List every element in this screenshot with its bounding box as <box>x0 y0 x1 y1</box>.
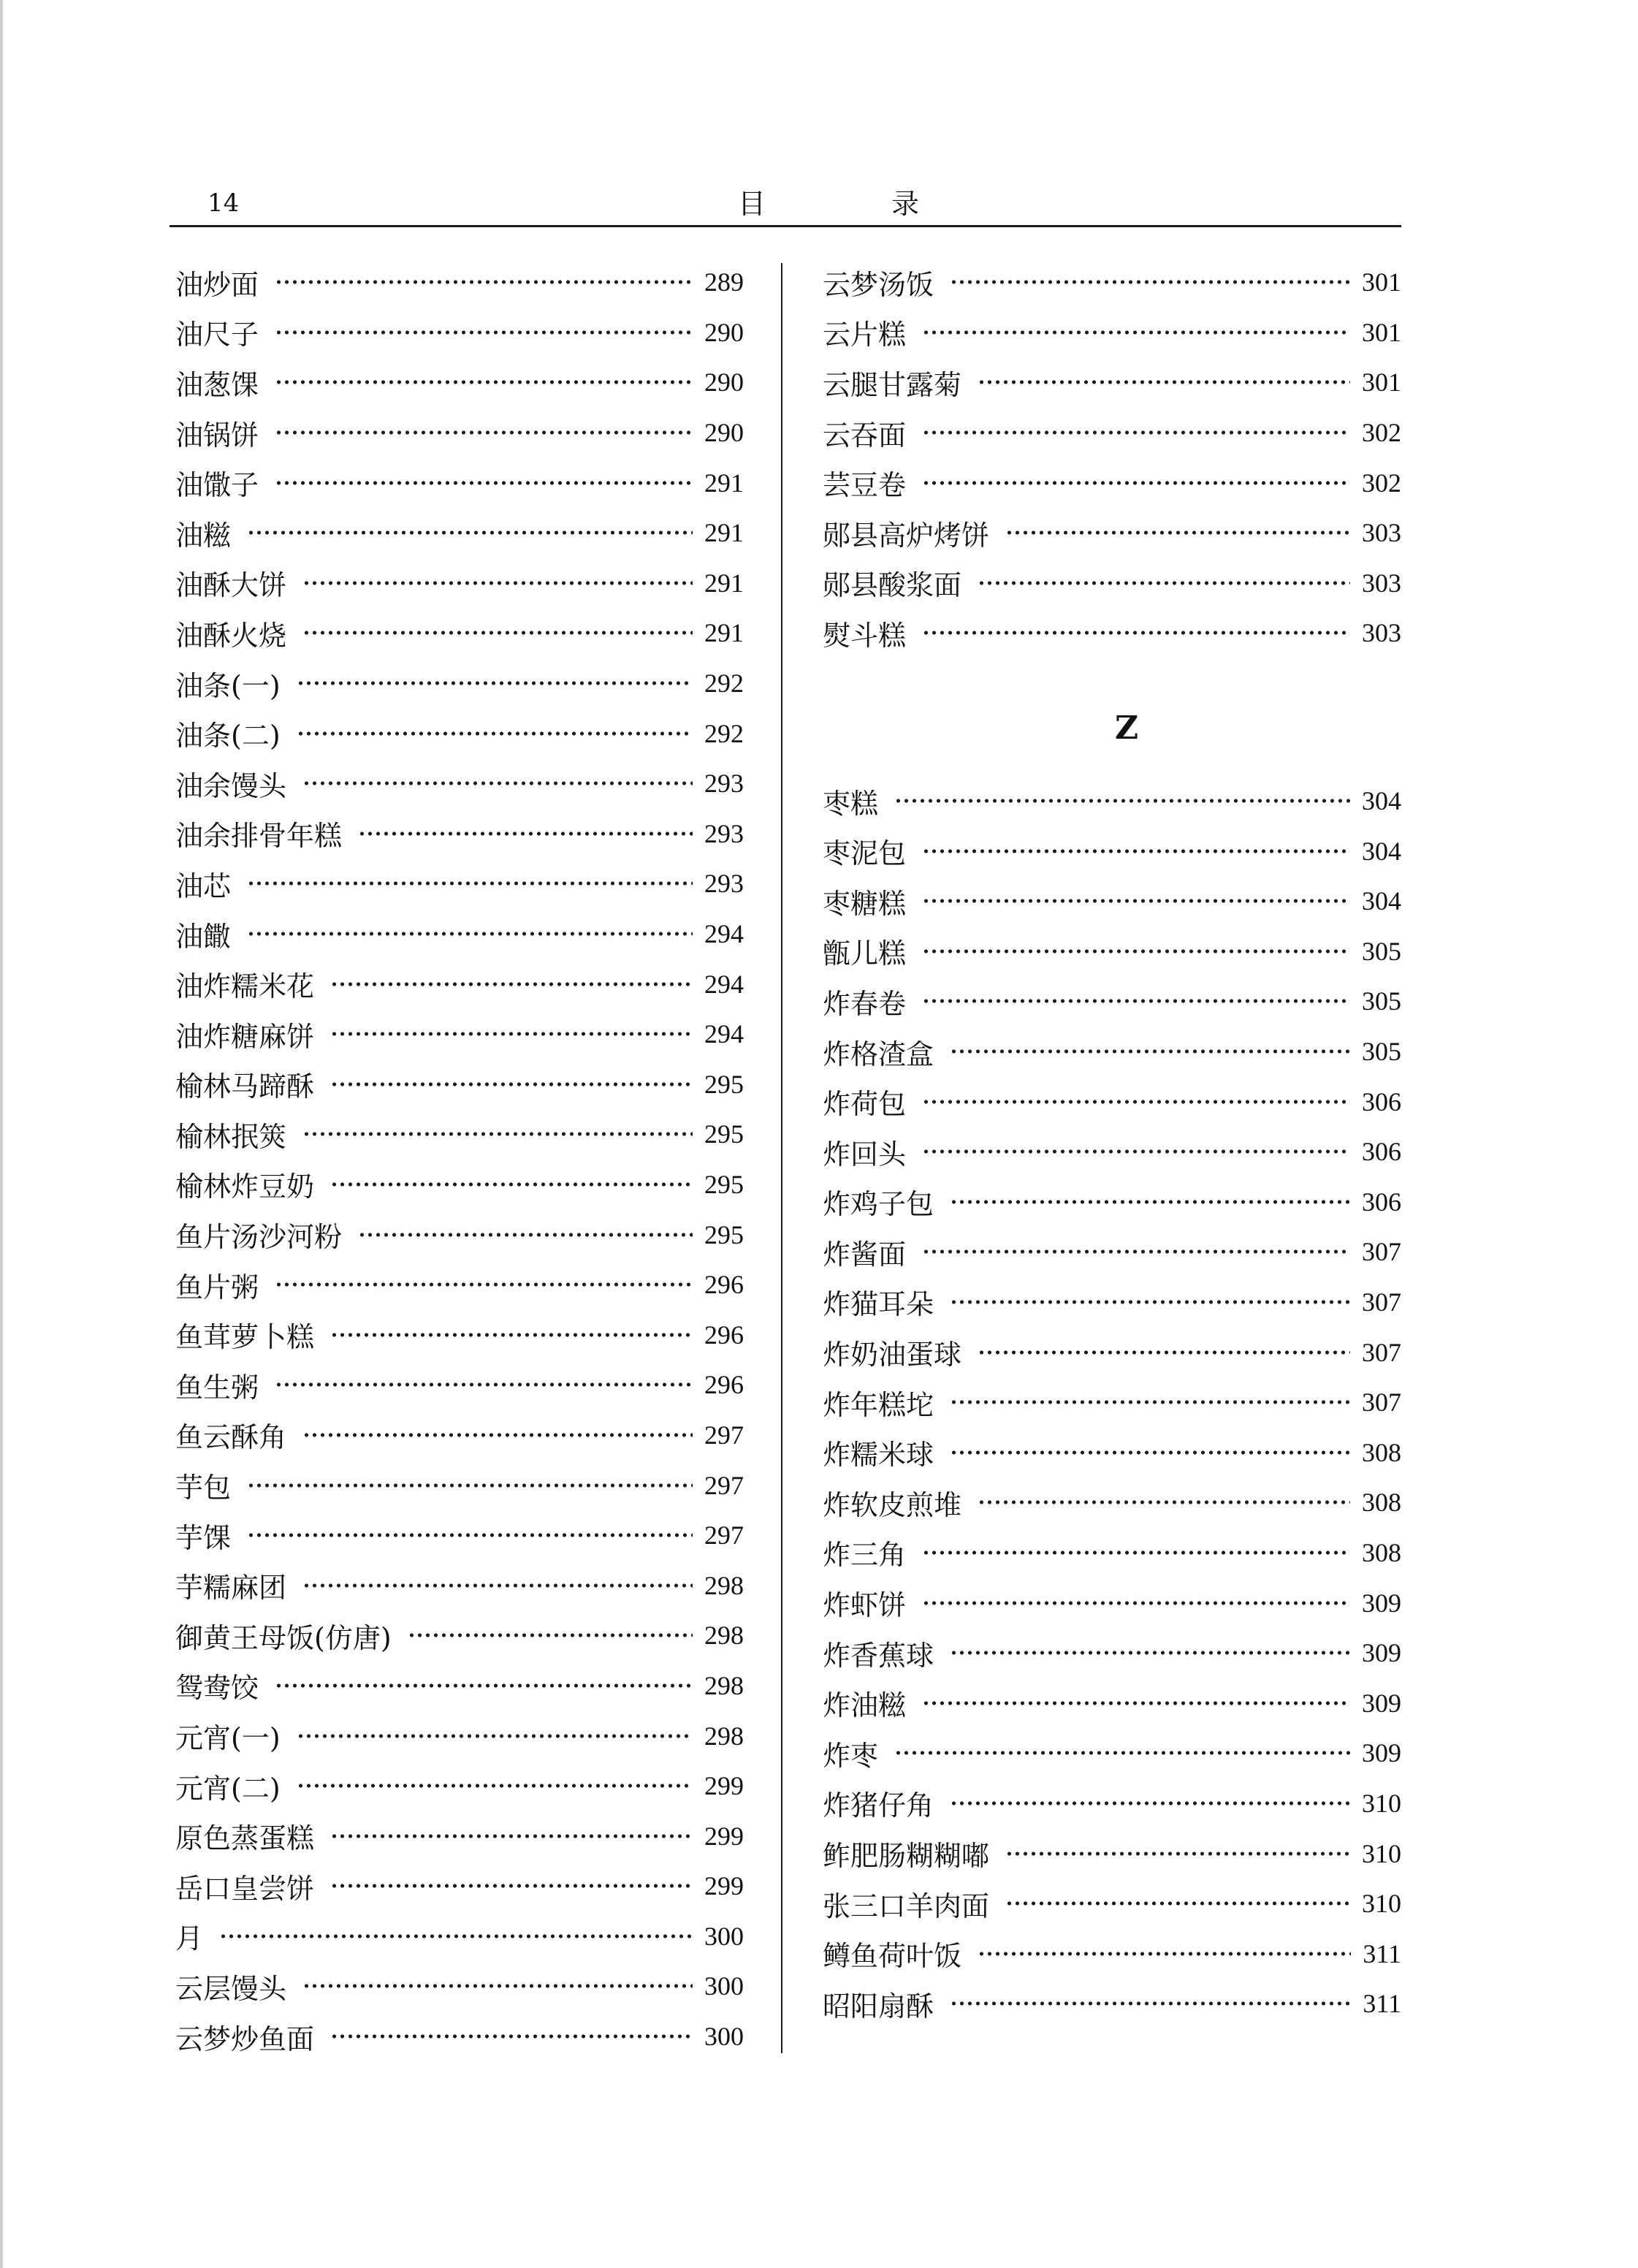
toc-entry-page: 290 <box>704 317 744 347</box>
dot-leader <box>297 1781 693 1791</box>
dot-leader <box>358 829 693 839</box>
toc-entry-title: 榆林抿筴 <box>175 1120 287 1153</box>
dot-leader <box>297 1731 693 1741</box>
dot-leader <box>275 377 693 387</box>
toc-entry-page: 306 <box>1362 1137 1401 1167</box>
toc-entry-title: 芋包 <box>175 1472 232 1504</box>
toc-entry <box>823 457 1401 508</box>
dot-leader <box>922 1097 1350 1107</box>
column-divider <box>781 263 782 2053</box>
toc-entry <box>823 1828 1401 1879</box>
toc-entry-title: 油余排骨年糕 <box>175 820 343 853</box>
toc-entry <box>175 758 744 809</box>
toc-entry <box>823 558 1401 609</box>
dot-leader <box>330 1831 693 1841</box>
toc-entry-page: 296 <box>704 1270 744 1300</box>
toc-entry-title: 油葱馃 <box>175 368 259 401</box>
toc-entry <box>175 1109 744 1160</box>
dot-leader <box>950 1798 1350 1808</box>
toc-entry <box>175 257 744 308</box>
toc-entry <box>175 1160 744 1210</box>
toc-entry-page: 295 <box>704 1219 744 1249</box>
toc-entry-page: 307 <box>1362 1337 1401 1367</box>
dot-leader <box>922 327 1350 338</box>
dot-leader <box>950 1197 1350 1207</box>
toc-left-column <box>175 257 744 2061</box>
toc-entry-title: 油芯 <box>175 869 232 902</box>
toc-entry-page: 301 <box>1362 267 1401 297</box>
toc-entry-page: 294 <box>704 919 744 949</box>
toc-entry-title: 芋馃 <box>175 1521 232 1554</box>
toc-entry-page: 301 <box>1362 317 1401 347</box>
dot-leader <box>219 1931 693 1941</box>
toc-entry-title: 御黄王母饭(仿唐) <box>175 1621 392 1654</box>
toc-entry-page: 305 <box>1362 936 1401 966</box>
dot-leader <box>302 1430 693 1440</box>
toc-entry-page: 290 <box>704 368 744 397</box>
toc-entry-page: 307 <box>1362 1388 1401 1418</box>
dot-leader <box>302 1580 693 1591</box>
dot-leader <box>247 878 693 888</box>
toc-entry-page: 309 <box>1362 1638 1401 1668</box>
toc-entry-title: 云梦炒鱼面 <box>175 2022 315 2055</box>
toc-entry <box>823 1728 1401 1778</box>
toc-entry-page: 310 <box>1362 1788 1401 1818</box>
dot-leader <box>894 1748 1350 1758</box>
dot-leader <box>978 1347 1350 1358</box>
dot-leader <box>978 377 1350 387</box>
section-gap <box>823 658 1401 681</box>
dot-leader <box>978 1497 1350 1507</box>
toc-entry <box>175 658 744 709</box>
dot-leader <box>275 427 693 438</box>
toc-entry-page: 305 <box>1362 986 1401 1016</box>
toc-entry-page: 309 <box>1362 1738 1401 1768</box>
dot-leader <box>302 1129 693 1139</box>
toc-entry <box>823 1076 1401 1127</box>
toc-entry <box>823 926 1401 977</box>
toc-entry-page: 304 <box>1362 786 1401 816</box>
toc-entry <box>175 859 744 909</box>
toc-entry <box>823 1678 1401 1728</box>
toc-entry-title: 炸软皮煎堆 <box>823 1488 962 1521</box>
dot-leader <box>247 528 693 538</box>
toc-entry-title: 枣糖糕 <box>823 887 907 920</box>
toc-entry <box>175 1209 744 1260</box>
dot-leader <box>894 796 1350 806</box>
toc-entry-title: 炸糯米球 <box>823 1439 934 1472</box>
toc-entry <box>823 1928 1401 1979</box>
dot-leader <box>950 277 1350 287</box>
running-title: 目 录 <box>738 188 978 220</box>
toc-entry <box>823 1778 1401 1829</box>
toc-entry-page: 297 <box>704 1420 744 1450</box>
toc-entry-page: 294 <box>704 1019 744 1049</box>
toc-entry <box>175 1911 744 1962</box>
toc-entry-title: 鳟鱼荷叶饭 <box>823 1940 962 1973</box>
toc-entry-title: 鱼生粥 <box>175 1371 259 1404</box>
dot-leader <box>297 728 693 739</box>
toc-entry-page: 297 <box>704 1521 744 1550</box>
dot-leader <box>922 1146 1350 1157</box>
dot-leader <box>922 946 1350 956</box>
toc-entry <box>823 1177 1401 1228</box>
toc-entry-page: 291 <box>704 468 744 498</box>
dot-leader <box>275 277 693 287</box>
section-letter-z: Z <box>1114 709 1139 747</box>
toc-entry-title: 油饊 <box>175 920 232 953</box>
dot-leader <box>922 1698 1350 1708</box>
dot-leader <box>247 929 693 939</box>
toc-entry-title: 元宵(一) <box>175 1722 281 1755</box>
toc-entry-title: 榆林马蹄酥 <box>175 1070 315 1103</box>
toc-entry-title: 郧县高炉烤饼 <box>823 519 990 552</box>
toc-entry <box>823 776 1401 826</box>
toc-entry <box>823 1227 1401 1277</box>
toc-entry-title: 鱼片粥 <box>175 1271 259 1304</box>
dot-leader <box>922 896 1350 906</box>
toc-entry-title: 油糍 <box>175 519 232 552</box>
dot-leader <box>950 1648 1350 1658</box>
toc-entry-title: 云腿甘露菊 <box>823 368 962 401</box>
toc-entry-page: 302 <box>1362 418 1401 448</box>
dot-leader <box>302 628 693 638</box>
dot-leader <box>330 1330 693 1340</box>
toc-entry-title: 云层馒头 <box>175 1972 287 2005</box>
toc-entry-page: 291 <box>704 568 744 598</box>
toc-entry-title: 炸虾饼 <box>823 1589 907 1622</box>
page-number: 14 <box>207 189 240 218</box>
dot-leader <box>275 1279 693 1290</box>
toc-entry <box>175 1410 744 1461</box>
toc-entry-title: 油条(一) <box>175 669 281 702</box>
toc-entry-title: 元宵(二) <box>175 1772 281 1805</box>
toc-entry <box>175 308 744 358</box>
toc-entry-title: 炸回头 <box>823 1138 907 1171</box>
toc-entry <box>175 959 744 1009</box>
toc-entry-title: 熨斗糕 <box>823 619 907 652</box>
dot-leader <box>330 1029 693 1039</box>
toc-entry-page: 295 <box>704 1069 744 1099</box>
toc-entry-page: 300 <box>704 1921 744 1951</box>
toc-entry <box>823 1628 1401 1678</box>
toc-entry <box>175 1059 744 1110</box>
toc-entry-page: 298 <box>704 1621 744 1651</box>
dot-leader <box>950 1447 1350 1458</box>
toc-entry <box>175 1811 744 1861</box>
toc-entry-title: 炸年糕坨 <box>823 1388 934 1421</box>
toc-entry-title: 炸奶油蛋球 <box>823 1339 962 1371</box>
toc-entry-page: 310 <box>1362 1889 1401 1919</box>
dot-leader <box>330 1179 693 1190</box>
toc-entry <box>823 1327 1401 1377</box>
dot-leader <box>922 1548 1350 1558</box>
toc-entry-title: 鱼片汤沙河粉 <box>175 1221 343 1254</box>
toc-entry-title: 鱼茸萝卜糕 <box>175 1321 315 1354</box>
toc-entry-page: 304 <box>1362 836 1401 866</box>
toc-entry-title: 榆林炸豆奶 <box>175 1171 315 1203</box>
toc-entry-title: 炸鸡子包 <box>823 1188 934 1221</box>
toc-entry-title: 原色蒸蛋糕 <box>175 1822 315 1855</box>
toc-entry <box>175 1309 744 1360</box>
toc-entry-title: 炸枣 <box>823 1739 879 1772</box>
toc-entry-page: 304 <box>1362 886 1401 916</box>
toc-entry-page: 299 <box>704 1771 744 1801</box>
toc-entry-page: 308 <box>1362 1537 1401 1567</box>
dot-leader <box>922 846 1350 856</box>
toc-entry-title: 岳口皇尝饼 <box>175 1872 315 1905</box>
toc-entry-page: 298 <box>704 1721 744 1751</box>
toc-entry <box>175 408 744 458</box>
toc-entry-page: 307 <box>1362 1237 1401 1267</box>
toc-entry-page: 306 <box>1362 1087 1401 1116</box>
toc-entry-page: 308 <box>1362 1488 1401 1518</box>
dot-leader <box>275 1380 693 1390</box>
toc-entry-page: 311 <box>1363 1938 1401 1968</box>
toc-entry-title: 炸春卷 <box>823 987 907 1020</box>
toc-entry <box>175 809 744 859</box>
toc-right-top-list <box>823 257 1401 658</box>
toc-entry-title: 炸荷包 <box>823 1088 907 1121</box>
dot-leader <box>302 578 693 588</box>
toc-entry-title: 油炒面 <box>175 268 259 301</box>
dot-leader <box>922 628 1350 638</box>
toc-entry-page: 307 <box>1362 1287 1401 1317</box>
toc-entry-title: 油尺子 <box>175 319 259 351</box>
toc-right-z-list <box>823 776 1401 2029</box>
toc-entry-title: 云吞面 <box>823 419 907 452</box>
toc-entry-title: 枣糕 <box>823 787 879 820</box>
toc-entry-page: 293 <box>704 769 744 799</box>
toc-entry-page: 300 <box>704 2022 744 2052</box>
toc-entry <box>175 1260 744 1310</box>
dot-leader <box>922 1598 1350 1608</box>
toc-entry-title: 炸油糍 <box>823 1689 907 1722</box>
toc-entry <box>175 708 744 758</box>
toc-entry <box>823 608 1401 658</box>
dot-leader <box>950 1046 1350 1057</box>
toc-entry-page: 291 <box>704 518 744 548</box>
toc-entry-title: 云梦汤饭 <box>823 268 934 301</box>
dot-leader <box>978 578 1350 588</box>
dot-leader <box>950 1998 1351 2009</box>
toc-entry-title: 甑儿糕 <box>823 937 907 970</box>
toc-entry <box>175 1661 744 1711</box>
toc-entry-page: 299 <box>704 1871 744 1901</box>
toc-entry-title: 芸豆卷 <box>823 469 907 502</box>
toc-entry-title: 油炸糖麻饼 <box>175 1020 315 1053</box>
dot-leader <box>275 327 693 338</box>
toc-entry-page: 290 <box>704 418 744 448</box>
toc-entry <box>823 308 1401 358</box>
toc-entry-title: 昭阳扇酥 <box>823 1990 934 2022</box>
dot-leader <box>275 478 693 488</box>
toc-entry <box>175 1510 744 1561</box>
toc-entry <box>823 408 1401 458</box>
toc-entry-page: 305 <box>1362 1037 1401 1067</box>
toc-entry <box>175 1560 744 1610</box>
dot-leader <box>302 778 693 788</box>
toc-entry <box>175 457 744 508</box>
dot-leader <box>297 678 693 688</box>
toc-entry <box>175 1009 744 1059</box>
dot-leader <box>950 1397 1350 1407</box>
dot-leader <box>922 996 1350 1006</box>
toc-entry-title: 炸猪仔角 <box>823 1789 934 1822</box>
toc-entry <box>823 1879 1401 1929</box>
dot-leader <box>358 1230 693 1240</box>
toc-entry-title: 云片糕 <box>823 319 907 351</box>
toc-entry <box>823 1277 1401 1328</box>
dot-leader <box>1005 1898 1350 1909</box>
toc-entry-title: 枣泥包 <box>823 837 907 870</box>
dot-leader <box>978 1949 1351 1959</box>
toc-entry <box>823 1528 1401 1578</box>
toc-entry <box>823 1127 1401 1177</box>
dot-leader <box>408 1630 693 1640</box>
toc-entry-page: 294 <box>704 969 744 999</box>
toc-entry-title: 芋糯麻团 <box>175 1572 287 1605</box>
toc-entry-page: 292 <box>704 669 744 699</box>
dot-leader <box>330 2031 693 2041</box>
toc-entry-page: 291 <box>704 618 744 648</box>
toc-entry-page: 297 <box>704 1470 744 1500</box>
toc-entry-title: 郧县酸浆面 <box>823 569 962 602</box>
toc-entry-title: 鸳鸯饺 <box>175 1672 259 1705</box>
toc-entry-title: 月 <box>175 1922 204 1955</box>
toc-entry <box>823 1377 1401 1428</box>
dot-leader <box>247 1480 693 1491</box>
toc-entry-page: 295 <box>704 1119 744 1149</box>
toc-entry <box>175 909 744 959</box>
toc-entry-page: 301 <box>1362 368 1401 397</box>
toc-entry <box>175 2012 744 2062</box>
toc-entry <box>823 1979 1401 2029</box>
toc-entry-page: 296 <box>704 1320 744 1350</box>
toc-entry-page: 292 <box>704 718 744 748</box>
toc-entry <box>175 1610 744 1661</box>
dot-leader <box>950 1297 1350 1307</box>
toc-entry <box>175 1861 744 1911</box>
toc-entry-title: 油馓子 <box>175 469 259 502</box>
toc-entry-title: 油炸糯米花 <box>175 970 315 1003</box>
toc-entry-title: 油酥火烧 <box>175 619 287 652</box>
scan-border <box>0 0 3 2268</box>
toc-entry <box>823 876 1401 926</box>
toc-entry <box>175 1710 744 1761</box>
toc-entry-title: 鱼云酥角 <box>175 1421 287 1454</box>
dot-leader <box>330 1079 693 1089</box>
toc-entry-page: 298 <box>704 1570 744 1600</box>
toc-entry-title: 油锅饼 <box>175 419 259 452</box>
toc-entry <box>823 1027 1401 1077</box>
toc-entry-page: 303 <box>1362 618 1401 648</box>
toc-entry-page: 296 <box>704 1370 744 1400</box>
toc-entry <box>175 1761 744 1811</box>
dot-leader <box>275 1681 693 1691</box>
toc-entry-title: 炸酱面 <box>823 1238 907 1271</box>
dot-leader <box>922 478 1350 488</box>
toc-entry-title: 炸格渣盒 <box>823 1038 934 1070</box>
toc-entry <box>823 1427 1401 1477</box>
toc-entry <box>823 257 1401 308</box>
toc-right-column <box>823 257 1401 2029</box>
toc-entry-page: 299 <box>704 1821 744 1851</box>
toc-entry <box>823 1477 1401 1528</box>
toc-entry-title: 炸三角 <box>823 1539 907 1572</box>
toc-entry-title: 鲊肥肠糊糊嘟 <box>823 1840 990 1873</box>
toc-entry <box>175 1460 744 1510</box>
dot-leader <box>922 427 1350 438</box>
toc-entry-title: 油余馒头 <box>175 769 287 802</box>
toc-entry-page: 306 <box>1362 1187 1401 1217</box>
toc-entry-page: 303 <box>1362 518 1401 548</box>
toc-entry-page: 303 <box>1362 568 1401 598</box>
toc-entry-page: 293 <box>704 818 744 848</box>
toc-entry <box>175 558 744 609</box>
toc-entry-page: 309 <box>1362 1588 1401 1618</box>
toc-entry-page: 302 <box>1362 468 1401 498</box>
toc-entry <box>175 357 744 408</box>
dot-leader <box>922 1247 1350 1257</box>
toc-entry <box>823 1578 1401 1628</box>
toc-entry-page: 308 <box>1362 1437 1401 1467</box>
dot-leader <box>1005 1849 1350 1859</box>
toc-entry-page: 311 <box>1363 1989 1401 2019</box>
dot-leader <box>330 1881 693 1891</box>
toc-entry-title: 炸猫耳朵 <box>823 1288 934 1321</box>
toc-entry-title: 油条(二) <box>175 720 281 753</box>
toc-entry-page: 309 <box>1362 1688 1401 1718</box>
toc-entry-title: 炸香蕉球 <box>823 1639 934 1672</box>
toc-entry-page: 289 <box>704 267 744 297</box>
header-rule <box>169 225 1401 227</box>
toc-entry-page: 293 <box>704 869 744 899</box>
toc-entry <box>175 1961 744 2012</box>
toc-entry-title: 张三口羊肉面 <box>823 1890 990 1922</box>
toc-entry-title: 油酥大饼 <box>175 569 287 602</box>
toc-entry <box>823 826 1401 876</box>
dot-leader <box>330 979 693 989</box>
toc-entry <box>175 1360 744 1410</box>
dot-leader <box>302 1981 693 1991</box>
dot-leader <box>247 1530 693 1540</box>
toc-entry <box>175 508 744 558</box>
toc-entry-page: 298 <box>704 1670 744 1700</box>
toc-entry-page: 295 <box>704 1169 744 1199</box>
toc-entry <box>823 976 1401 1027</box>
toc-entry <box>175 608 744 658</box>
dot-leader <box>1005 528 1350 538</box>
toc-entry <box>823 508 1401 558</box>
toc-entry-page: 300 <box>704 1971 744 2001</box>
toc-entry <box>823 357 1401 408</box>
toc-entry-page: 310 <box>1362 1838 1401 1868</box>
